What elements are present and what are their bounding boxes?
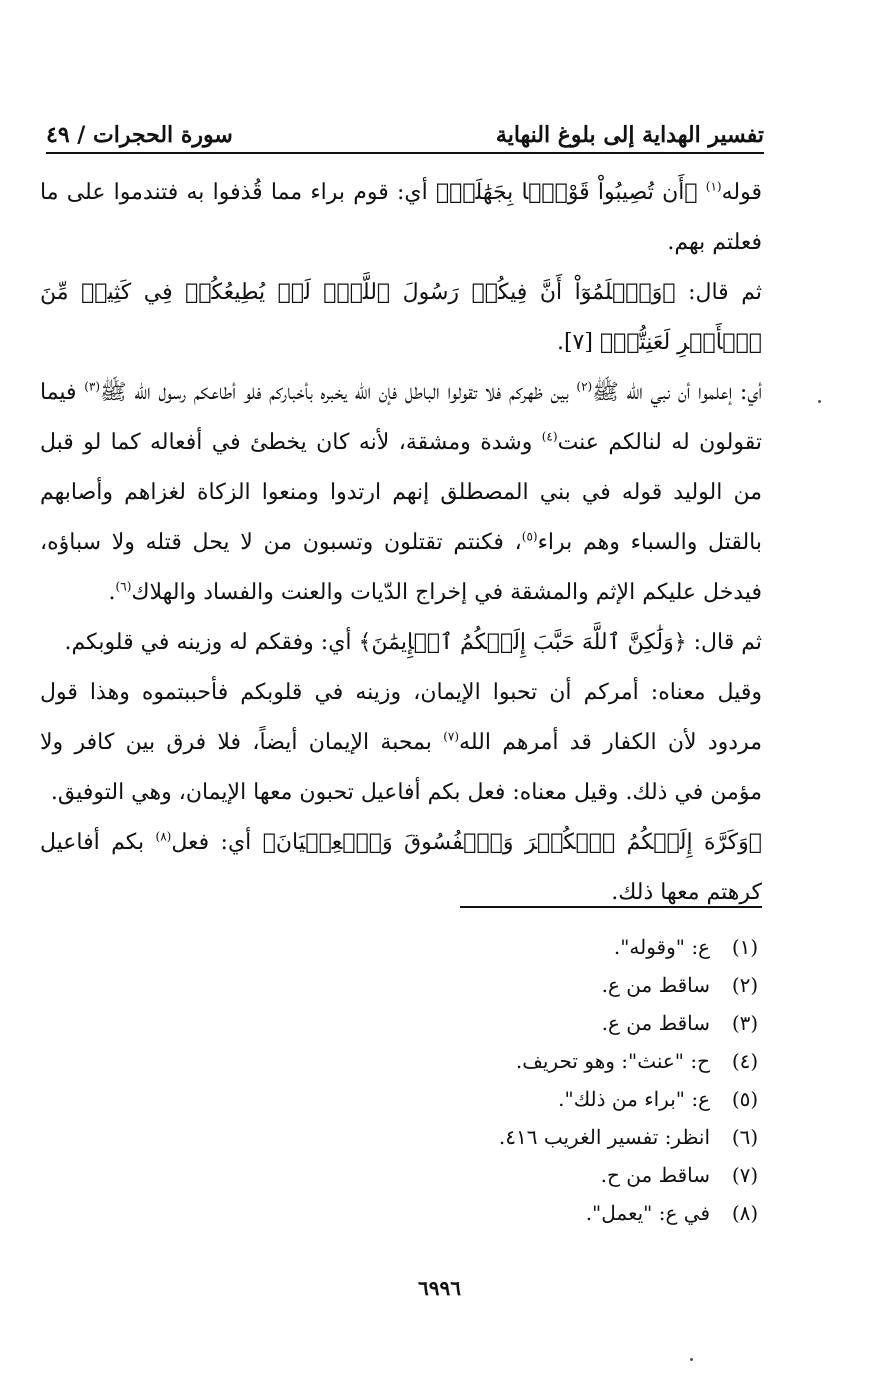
page-number: ٦٩٩٦ xyxy=(418,1276,461,1300)
footnote-text: ساقط من ح. xyxy=(600,1163,710,1187)
text-run: . xyxy=(108,580,116,605)
paragraph-2 xyxy=(40,268,762,368)
verse-number: [٧]. xyxy=(556,330,600,355)
footnote-text: ساقط من ع. xyxy=(601,973,710,997)
footnote-ref: (٦) xyxy=(115,579,132,594)
footnote-text: انظر: تفسير الغريب ٤١٦. xyxy=(498,1125,710,1149)
paragraph-4 xyxy=(40,618,762,668)
footnote-item xyxy=(300,1156,762,1194)
footnote-text: ع: "وقوله". xyxy=(613,935,710,959)
footnote-number: (١) xyxy=(731,935,759,959)
text-run: وقيل معناه: أمركم أن تحبوا الإيمان، وزينه في قلوبكم فأحببتموه وهذا قول مردود لأن الكفار قد أمرهم الله xyxy=(40,680,763,755)
footnote-item xyxy=(300,1080,762,1118)
text-run: أي: فعل xyxy=(171,830,263,855)
footnote-number: (٧) xyxy=(731,1163,759,1187)
header-rule xyxy=(46,152,764,154)
quran-quote: ﴿أَن تُصِيبُواْ قَوْمَۢا بِجَهَٰلَةٖ﴾ xyxy=(435,180,698,205)
footnote-text: ح: "عنث": وهو تحريف. xyxy=(515,1049,710,1073)
paragraph-1 xyxy=(40,168,762,268)
footnote-ref: (٢) xyxy=(576,379,593,394)
text-run: وشدة ومشقة، لأنه كان يخطئ في أفعاله كما لو قبل من الوليد قوله في بني المصطلق إنهم ارتدوا ومنعوا الزكاة لغزاهم وأصابهم بالقتل والسباء وهم براء xyxy=(40,430,762,555)
footnote-ref: (٤) xyxy=(541,429,558,444)
paragraph-5 xyxy=(40,668,762,818)
scan-speck xyxy=(690,1358,693,1361)
paragraph-3 xyxy=(40,368,762,618)
footnote-item xyxy=(300,1194,762,1232)
footnote-number: (٦) xyxy=(731,1125,759,1149)
footnote-number: (٣) xyxy=(731,1011,759,1035)
footnote-number: (٥) xyxy=(731,1087,759,1111)
text-run: ثم قال: xyxy=(675,280,762,305)
footnote-ref: (٧) xyxy=(443,729,460,744)
footnote-ref: (٨) xyxy=(155,829,172,844)
footnote-number: (٤) xyxy=(731,1049,759,1073)
footnote-ref: (٣) xyxy=(84,379,101,394)
footnote-text: ساقط من ع. xyxy=(601,1011,710,1035)
quran-quote: ﴿وَٱعۡلَمُوٓاْ أَنَّ فِيكُمۡ رَسُولَ ٱللَّهِۚ لَوۡ يُطِيعُكُمۡ فِي كَثِيرٖ مِّنَ ٱلۡأَمۡرِ لَعَنِتُّمۡ﴾ xyxy=(40,280,762,355)
text-run: قوله xyxy=(721,180,762,205)
text-run: أي: وفقكم له وزينه في قلوبكم. xyxy=(64,630,359,655)
text-run: أي: إعلموا أن نبي الله ﷺ xyxy=(592,380,763,405)
footnote-text: في ع: "يعمل". xyxy=(585,1201,710,1225)
text-run: ثم قال: xyxy=(686,630,762,655)
footnote-item xyxy=(300,1042,762,1080)
surah-reference: سورة الحجرات / ٤٩ xyxy=(46,122,233,148)
footnote-item xyxy=(300,928,762,966)
text-run: بكم أفاعيل كرهتم معها ذلك. xyxy=(40,830,762,905)
footnote-item xyxy=(300,966,762,1004)
text-run: بين ظهركم فلا تقولوا الباطل فإن الله يخبره بأخباركم فلو أطاعكم رسول الله ﷺ xyxy=(100,380,577,405)
text-run: فيما تقولون له لنالكم عنت xyxy=(40,380,762,455)
main-text xyxy=(40,168,762,918)
quran-quote: ﴿وَلَٰكِنَّ ٱللَّهَ حَبَّبَ إِلَيۡكُمُ ٱلۡإِيمَٰنَ﴾ xyxy=(358,630,687,655)
footnote-ref: (١) xyxy=(705,179,722,194)
footnote-text: ع: "براء من ذلك". xyxy=(558,1087,710,1111)
footnote-number: (٢) xyxy=(731,973,759,997)
footnotes xyxy=(300,928,762,1232)
footnote-item xyxy=(300,1118,762,1156)
footnote-ref: (٥) xyxy=(521,529,538,544)
text-run: أي: قوم براء مما قُذفوا به فتندموا على ما فعلتم بهم. xyxy=(40,180,762,255)
quran-quote: ﴿وَكَرَّهَ إِلَيۡكُمُ ٱلۡكُفۡرَ وَٱلۡفُسُوقَ وَٱلۡعِصۡيَانَ﴾ xyxy=(262,830,762,855)
book-title: تفسير الهداية إلى بلوغ النهاية xyxy=(495,122,764,148)
paragraph-6 xyxy=(40,818,762,918)
text-run: ، فكنتم تقتلون وتسبون من لا يحل قتله ولا سباؤه، فيدخل عليكم الإثم والمشقة في إخراج الدّيات والعنت والفساد والهلاك xyxy=(40,530,762,605)
footnote-item xyxy=(300,1004,762,1042)
text-run: بمحبة الإيمان أيضاً، فلا فرق بين كافر ولا مؤمن في ذلك. وقيل معناه: فعل بكم أفاعيل تحبون معها الإيمان، وهي التوفيق. xyxy=(40,730,762,805)
scan-speck xyxy=(818,400,821,403)
footnote-separator xyxy=(460,906,762,908)
footnote-number: (٨) xyxy=(731,1201,759,1225)
running-header xyxy=(46,108,764,148)
